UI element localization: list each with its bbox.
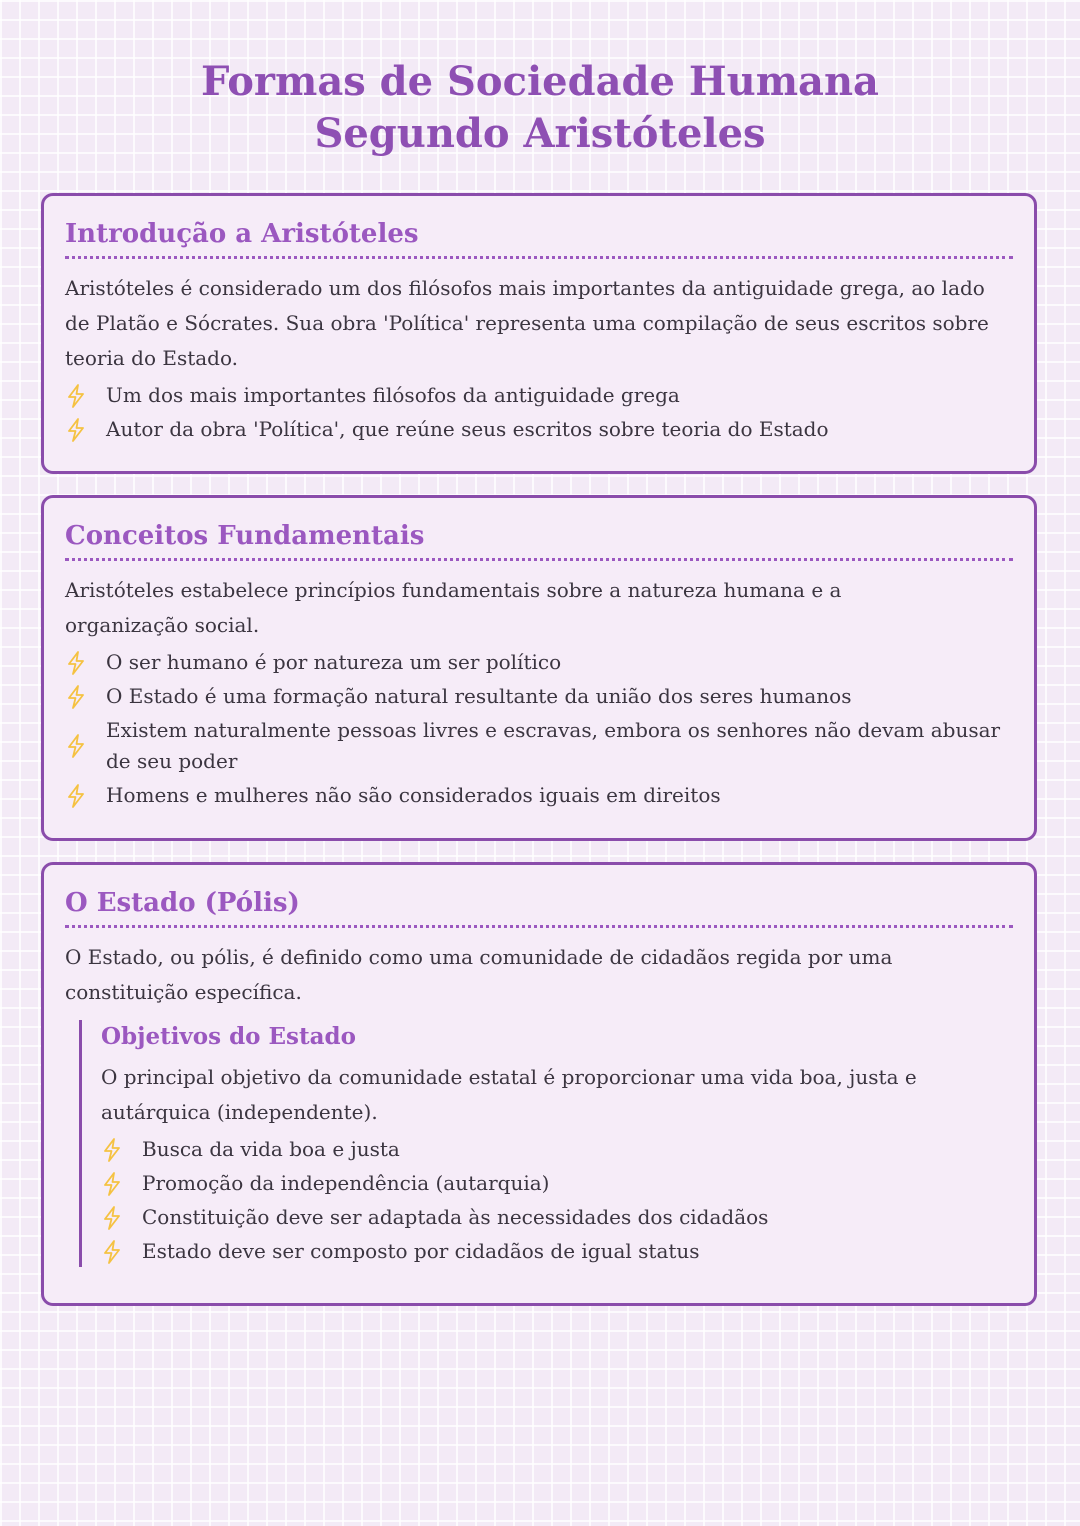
section-heading: Introdução a Aristóteles — [65, 216, 1013, 259]
lightning-bolt-icon-svg — [66, 734, 86, 758]
list-item — [101, 1168, 1013, 1199]
list-item-text: Autor da obra 'Política', que reúne seus escritos sobre teoria do Estado — [106, 417, 829, 441]
list-item — [65, 681, 1013, 712]
list-item-text: O ser humano é por natureza um ser político — [106, 650, 562, 674]
lightning-bolt-icon — [65, 384, 87, 408]
lightning-bolt-icon-svg — [102, 1206, 122, 1230]
page-title: Formas de Sociedade Humana Segundo Aristóteles — [201, 58, 879, 157]
bullet-list — [101, 1134, 1013, 1267]
section-paragraph: Aristóteles é considerado um dos filósofos mais importantes da antiguidade grega, ao lado de Platão e Sócrates. Sua obra 'Política' representa uma compilação de seus escritos sobre teoria do Estado. — [65, 276, 989, 370]
lightning-bolt-icon-svg — [66, 384, 86, 408]
lightning-bolt-icon — [65, 418, 87, 442]
list-item — [65, 380, 1013, 411]
lightning-bolt-icon — [65, 685, 87, 709]
lightning-bolt-icon-svg — [66, 418, 86, 442]
bullet-list — [65, 647, 1013, 811]
list-item — [65, 715, 1013, 777]
subsection-paragraph: O principal objetivo da comunidade estatal é proporcionar uma vida boa, justa e autárquica (independente). — [101, 1065, 917, 1124]
bullet-list — [65, 380, 1013, 445]
list-item-text: Um dos mais importantes filósofos da antiguidade grega — [106, 383, 680, 407]
lightning-bolt-icon — [101, 1206, 123, 1230]
section-paragraph: Aristóteles estabelece princípios fundamentais sobre a natureza humana e a organização social. — [65, 578, 842, 637]
section-heading: Conceitos Fundamentais — [65, 518, 1013, 561]
list-item-text: Estado deve ser composto por cidadãos de igual status — [142, 1239, 700, 1263]
section-introducao — [41, 193, 1037, 474]
list-item-text: Promoção da independência (autarquia) — [142, 1171, 550, 1195]
lightning-bolt-icon — [65, 784, 87, 808]
list-item — [101, 1134, 1013, 1165]
lightning-bolt-icon-svg — [66, 784, 86, 808]
list-item-text: O Estado é uma formação natural resultante da união dos seres humanos — [106, 684, 852, 708]
list-item-text: Existem naturalmente pessoas livres e escravas, embora os senhores não devam abusar de seu poder — [106, 718, 1001, 773]
list-item — [65, 780, 1013, 811]
list-item — [101, 1236, 1013, 1267]
subsection-objetivos — [79, 1020, 1013, 1267]
list-item-text: Constituição deve ser adaptada às necessidades dos cidadãos — [142, 1205, 769, 1229]
lightning-bolt-icon-svg — [102, 1138, 122, 1162]
lightning-bolt-icon-svg — [102, 1240, 122, 1264]
section-heading: O Estado (Pólis) — [65, 885, 1013, 928]
list-item — [101, 1202, 1013, 1233]
list-item — [65, 647, 1013, 678]
list-item-text: Homens e mulheres não são considerados iguais em direitos — [106, 783, 721, 807]
section-paragraph: O Estado, ou pólis, é definido como uma comunidade de cidadãos regida por uma constituição específica. — [65, 945, 893, 1004]
lightning-bolt-icon-svg — [102, 1172, 122, 1196]
list-item — [65, 414, 1013, 445]
section-conceitos — [41, 495, 1037, 841]
lightning-bolt-icon — [101, 1138, 123, 1162]
subsection-heading: Objetivos do Estado — [101, 1023, 356, 1050]
lightning-bolt-icon — [65, 651, 87, 675]
list-item-text: Busca da vida boa e justa — [142, 1137, 400, 1161]
section-estado-polis — [41, 862, 1037, 1306]
lightning-bolt-icon-svg — [66, 651, 86, 675]
lightning-bolt-icon-svg — [66, 685, 86, 709]
lightning-bolt-icon — [101, 1172, 123, 1196]
lightning-bolt-icon — [101, 1240, 123, 1264]
lightning-bolt-icon — [65, 734, 87, 758]
